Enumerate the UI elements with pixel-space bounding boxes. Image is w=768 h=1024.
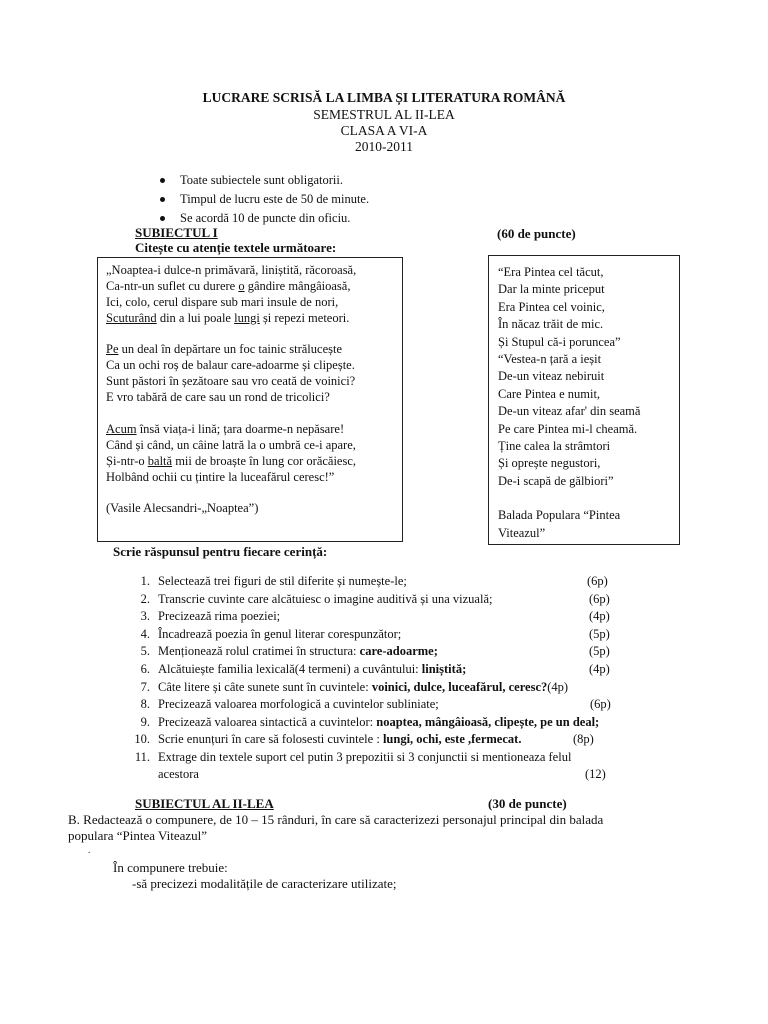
task-text: Menționează rolul cratimei în structura: care-adoarme; bbox=[158, 644, 438, 659]
subject1-instruction: Citește cu atenție textele următoare: bbox=[135, 240, 337, 255]
poem1-text bbox=[106, 263, 356, 517]
poem-line: Balada Populara “Pintea bbox=[498, 508, 621, 523]
task-points: (6p) bbox=[589, 591, 610, 606]
task-text: Câte litere și câte sunete sunt în cuvintele: voinici, dulce, luceafărul, ceresc?(4p) bbox=[158, 679, 569, 694]
task-item bbox=[120, 696, 640, 714]
task-number: 9. bbox=[140, 714, 150, 729]
task-text: Scrie enunțuri în care să folosesti cuvintele : lungi, ochi, este ,fermecat. bbox=[158, 732, 522, 747]
task-number: 5. bbox=[140, 644, 150, 659]
underlined-word: lungi bbox=[234, 310, 260, 325]
task-item bbox=[120, 626, 640, 644]
task-item bbox=[120, 643, 640, 661]
task-number: 4. bbox=[140, 626, 150, 641]
poem-line: Acum însă viața-i lină; țara doarme-n nepăsare! bbox=[106, 421, 345, 436]
task-text: Extrage din textele suport cel putin 3 prepozitii si 3 conjunctii si mentioneaza felul bbox=[158, 749, 572, 764]
poem-line: Era Pintea cel voinic, bbox=[498, 299, 605, 314]
task-text: Precizează valoarea sintactică a cuvintelor: noaptea, mângâioasă, clipește, pe un deal; bbox=[158, 714, 600, 729]
task-points: (6p) bbox=[590, 697, 611, 712]
poem-line: Și-ntr-o baltă mii de broaște în lung cor orăcăiesc, bbox=[106, 453, 357, 468]
poem-line: Care Pintea e numit, bbox=[498, 386, 601, 401]
task-text: Transcrie cuvinte care alcătuiesc o imagine auditivă și una vizuală; bbox=[158, 591, 493, 606]
task-number: 2. bbox=[140, 591, 150, 606]
task-item bbox=[120, 679, 640, 697]
task-list bbox=[120, 573, 640, 784]
task-points: (12) bbox=[585, 766, 606, 781]
underlined-word: Acum bbox=[106, 421, 137, 436]
task-points: (5p) bbox=[589, 626, 610, 641]
subject2-points: (30 de puncte) bbox=[488, 796, 567, 811]
task-item bbox=[120, 661, 640, 679]
poem-line: „Noaptea-i dulce-n primăvară, liniștită, răcoroasă, bbox=[106, 263, 357, 277]
poem-line: Ca-ntr-un suflet cu durere o gândire mângâioasă, bbox=[106, 278, 351, 293]
bold-keywords: voinici, dulce, luceafărul, ceresc? bbox=[371, 679, 548, 694]
poem-line: Sunt păstori în șezătoare sau vro ceată de voinici? bbox=[106, 374, 356, 389]
poem-line: În năcaz trăit de mic. bbox=[498, 317, 604, 332]
poem-line: Ici, colo, cerul dispare sub mari insule de nori, bbox=[106, 294, 339, 309]
rule-item: Toate subiectele sunt obligatorii. bbox=[158, 171, 369, 190]
poem-line bbox=[106, 327, 356, 343]
bold-keywords: noaptea, mângâioasă, clipește, pe un deal; bbox=[376, 714, 600, 729]
task-points: (4p) bbox=[589, 609, 610, 624]
task-number: 1. bbox=[140, 574, 150, 588]
poem-line: “Era Pintea cel tăcut, bbox=[498, 265, 604, 279]
rule-item: Se acordă 10 de puncte din oficiu. bbox=[158, 209, 369, 228]
task-text: Precizează rima poeziei; bbox=[158, 609, 281, 624]
task-number: 7. bbox=[140, 679, 150, 694]
task-text: Selectează trei figuri de stil diferite și numește-le; bbox=[158, 574, 407, 588]
task-item bbox=[120, 714, 640, 732]
bullet-icon bbox=[160, 216, 165, 221]
bullet-icon bbox=[160, 197, 165, 202]
poem2-text bbox=[498, 264, 640, 542]
subject2-task-line2: populara “Pintea Viteazul” bbox=[68, 828, 208, 843]
poem-line: De-un viteaz afar' din seamă bbox=[498, 404, 641, 419]
poem-line: E vro tabără de care sau un rond de tricolici? bbox=[106, 390, 330, 405]
poem-line: Pe un deal în depărtare un foc tainic strălucește bbox=[106, 342, 343, 357]
poem-line: Viteazul” bbox=[498, 525, 546, 540]
underlined-word: o bbox=[238, 278, 245, 293]
subject1-title: SUBIECTUL I bbox=[135, 225, 218, 240]
task-points: (8p) bbox=[573, 732, 594, 747]
task-item bbox=[120, 591, 640, 609]
underlined-word: baltă bbox=[147, 453, 173, 468]
task-text-continued: acestora bbox=[158, 766, 199, 781]
underlined-word: Scuturând bbox=[106, 310, 157, 325]
year-line: 2010-2011 bbox=[355, 139, 413, 154]
task-number: 11. bbox=[134, 749, 150, 764]
task-points: (6p) bbox=[587, 574, 608, 588]
poem-line: Pe care Pintea mi-l cheamă. bbox=[498, 421, 638, 436]
task-number: 3. bbox=[140, 609, 150, 624]
semester-line: SEMESTRUL AL II-LEA bbox=[313, 107, 455, 122]
poem-line bbox=[106, 485, 356, 501]
task-text: Alcătuiește familia lexicală(4 termeni) a cuvântului: liniștită; bbox=[158, 661, 467, 676]
bold-keywords: liniștită; bbox=[421, 661, 467, 676]
task-text: Încadrează poezia în genul literar corespunzător; bbox=[158, 626, 402, 641]
bold-keywords: lungi, ochi, este ,fermecat. bbox=[382, 732, 522, 747]
poem-line: Ține calea la strâmtori bbox=[498, 438, 611, 453]
rules-list bbox=[158, 171, 369, 228]
subject2-title: SUBIECTUL AL II-LEA bbox=[135, 796, 274, 811]
underlined-word: Pe bbox=[106, 342, 119, 357]
task-number: 8. bbox=[140, 697, 150, 712]
subject2-task-line1: B. Redactează o compunere, de 10 – 15 rânduri, în care să caracterizezi personajul principal din balada bbox=[68, 812, 604, 827]
poem-line: Și Stupul că-i poruncea” bbox=[498, 334, 621, 349]
task-item bbox=[120, 608, 640, 626]
poem-line: Și oprește negustori, bbox=[498, 456, 601, 471]
poem-line: “Vestea-n țară a ieșit bbox=[498, 351, 602, 366]
requirement-item: -să precizezi modalitățile de caracterizare utilizate; bbox=[132, 876, 397, 891]
requirements-title: În compunere trebuie: bbox=[113, 860, 228, 875]
poem-line: Ca un ochi roș de balaur care-adoarme și clipește. bbox=[106, 358, 355, 373]
poem-line bbox=[106, 406, 356, 422]
poem-line bbox=[498, 490, 640, 507]
task-number: 6. bbox=[140, 661, 150, 676]
poem-line: Dar la minte priceput bbox=[498, 282, 605, 297]
task-number: 10. bbox=[134, 732, 150, 747]
poem-line: De-i scapă de gălbiori” bbox=[498, 473, 614, 488]
document-title: LUCRARE SCRISĂ LA LIMBA ȘI LITERATURA ROMÂNĂ bbox=[202, 90, 566, 105]
answer-instruction: Scrie răspunsul pentru fiecare cerință: bbox=[113, 544, 328, 559]
task-points: (5p) bbox=[589, 644, 610, 659]
task-text: Precizează valoarea morfologică a cuvintelor subliniate; bbox=[158, 697, 439, 712]
poem-line: Când și când, un câine latră la o umbră ce-i apare, bbox=[106, 437, 356, 452]
task-item bbox=[120, 573, 640, 591]
class-line: CLASA A VI-A bbox=[340, 123, 428, 138]
poem-line: De-un viteaz nebiruit bbox=[498, 369, 605, 384]
rule-item: Timpul de lucru este de 50 de minute. bbox=[158, 190, 369, 209]
stray-dot: . bbox=[88, 845, 91, 855]
poem-line: (Vasile Alecsandri-„Noaptea”) bbox=[106, 501, 259, 516]
bullet-icon bbox=[160, 178, 165, 183]
subject1-points: (60 de puncte) bbox=[497, 226, 576, 241]
poem-line: Scuturând din a lui poale lungi și repezi meteori. bbox=[106, 310, 350, 325]
poem-line: Holbând ochii cu țintire la luceafărul ceresc!” bbox=[106, 469, 335, 484]
bold-keywords: care-adoarme; bbox=[359, 644, 438, 659]
task-points: (4p) bbox=[589, 661, 610, 676]
task-item bbox=[120, 749, 640, 784]
task-item bbox=[120, 731, 640, 749]
